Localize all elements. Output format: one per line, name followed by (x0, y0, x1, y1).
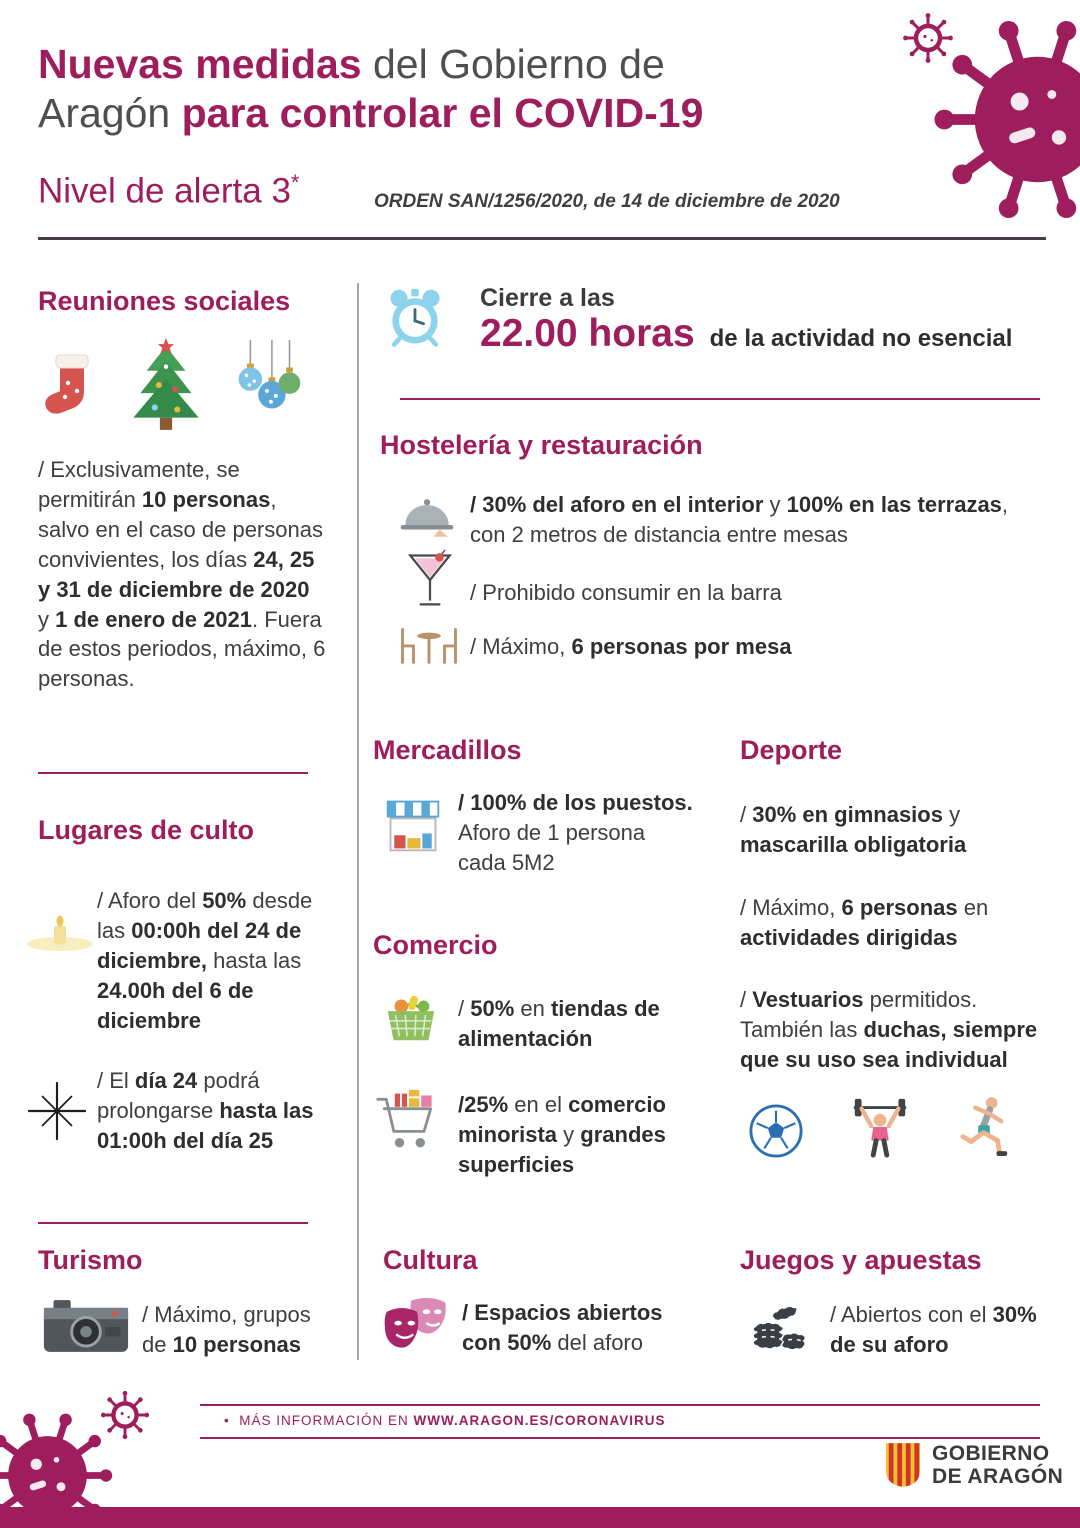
text-cultura: / Espacios abiertos con 50% del aforo (462, 1300, 663, 1355)
text-comercio-alimentacion: / 50% en tiendas de alimentación (458, 996, 660, 1051)
alert-asterisk: * (290, 170, 300, 195)
heading-juegos: Juegos y apuestas (740, 1245, 982, 1275)
page-title (38, 40, 703, 138)
heading-hosteleria: Hostelería y restauración (380, 430, 703, 460)
footer-info: • MÁS INFORMACIÓN EN WWW.ARAGON.ES/CORONAVIRUS (224, 1413, 666, 1428)
title-rest-2: Aragón (38, 90, 182, 137)
candle-icon (24, 912, 96, 954)
heading-mercadillos: Mercadillos (373, 735, 522, 765)
heading-reuniones-sociales: Reuniones sociales (38, 286, 291, 316)
text-cierre-hora: 22.00 horas de la actividad no esencial (480, 312, 1013, 355)
divider (357, 283, 359, 1360)
title-accent-1: Nuevas medidas (38, 41, 362, 87)
heading-turismo: Turismo (38, 1245, 143, 1275)
theater-masks-icon (383, 1294, 451, 1356)
aragon-shield-icon (884, 1441, 922, 1489)
text-reuniones: / Exclusivamente, se permitirán 10 personas, salvo en el caso de personas convivientes, los días 24, 25 y 31 de diciembre de 2020 y 1 de enero de 2021. Fuera de estos periodos, máximo, 6 personas. (38, 457, 326, 692)
divider (200, 1404, 1040, 1406)
christmas-tree-icon (128, 336, 204, 434)
bullet: • (224, 1413, 230, 1428)
text-juegos: / Abiertos con el 30% de su aforo (830, 1302, 1037, 1357)
ornaments-icon (230, 340, 304, 434)
shopping-cart-icon (374, 1086, 442, 1156)
text-deporte-gimnasios: / 30% en gimnasios y mascarilla obligatoria (740, 802, 967, 857)
cocktail-icon (408, 548, 452, 610)
logo-text: GOBIERNO DE ARAGÓN (932, 1441, 1064, 1488)
text-hosteleria-mesa: / Máximo, 6 personas por mesa (470, 634, 792, 659)
text-culto-dia24: / El día 24 podrá prolongarse hasta las 01:00h del día 25 (97, 1068, 314, 1153)
virus-icon (930, 12, 1080, 227)
text-cierre-intro: Cierre a las (480, 284, 615, 312)
footer-bar (0, 1507, 1080, 1528)
star-icon (28, 1082, 86, 1140)
text-culto-aforo: / Aforo del 50% desde las 00:00h del 24 de diciembre, hasta las 24.00h del 6 de diciembre (97, 888, 313, 1033)
text-turismo: / Máximo, grupos de 10 personas (142, 1302, 311, 1357)
weightlifting-icon (848, 1095, 912, 1159)
header-rule (38, 237, 1046, 240)
soccer-ball-icon (748, 1103, 804, 1159)
alarm-clock-icon (382, 286, 448, 352)
divider (38, 772, 308, 774)
divider (200, 1437, 1040, 1439)
christmas-icons (40, 336, 304, 434)
title-accent-2: para controlar el COVID-19 (181, 90, 704, 137)
sports-icons (748, 1095, 1012, 1159)
text-mercadillos: / 100% de los puestos. Aforo de 1 persona cada 5M2 (458, 790, 693, 875)
market-stall-icon (383, 794, 443, 856)
camera-icon (42, 1296, 130, 1356)
heading-deporte: Deporte (740, 735, 843, 765)
alert-level: Nivel de alerta 3* (38, 170, 300, 211)
text-comercio-minorista: /25% en el comercio minorista y grandes superficies (458, 1092, 666, 1177)
divider (400, 398, 1040, 400)
poker-chips-icon (750, 1294, 808, 1354)
heading-cultura: Cultura (383, 1245, 478, 1275)
cloche-icon (398, 492, 456, 538)
heading-lugares-de-culto: Lugares de culto (38, 815, 255, 845)
closing-time: 22.00 horas (480, 312, 695, 355)
grocery-basket-icon (380, 986, 442, 1046)
text-hosteleria-barra: / Prohibido consumir en la barra (470, 580, 782, 605)
runner-icon (956, 1095, 1012, 1159)
heading-comercio: Comercio (373, 930, 498, 960)
christmas-stocking-icon (40, 348, 102, 434)
info-url: WWW.ARAGON.ES/CORONAVIRUS (413, 1413, 666, 1428)
table-chairs-icon (396, 624, 462, 666)
gobierno-aragon-logo (884, 1441, 1063, 1489)
text-deporte-vestuarios: / Vestuarios permitidos. También las duchas, siempre que su uso sea individual (740, 987, 1038, 1072)
text-deporte-dirigidas: / Máximo, 6 personas en actividades dirigidas (740, 895, 989, 950)
order-reference: ORDEN SAN/1256/2020, de 14 de diciembre de 2020 (374, 191, 840, 212)
text-hosteleria-aforo: / 30% del aforo en el interior y 100% en las terrazas, con 2 metros de distancia entre mesas (470, 492, 1009, 547)
divider (38, 1222, 308, 1224)
title-rest-1: del Gobierno de (361, 41, 665, 87)
